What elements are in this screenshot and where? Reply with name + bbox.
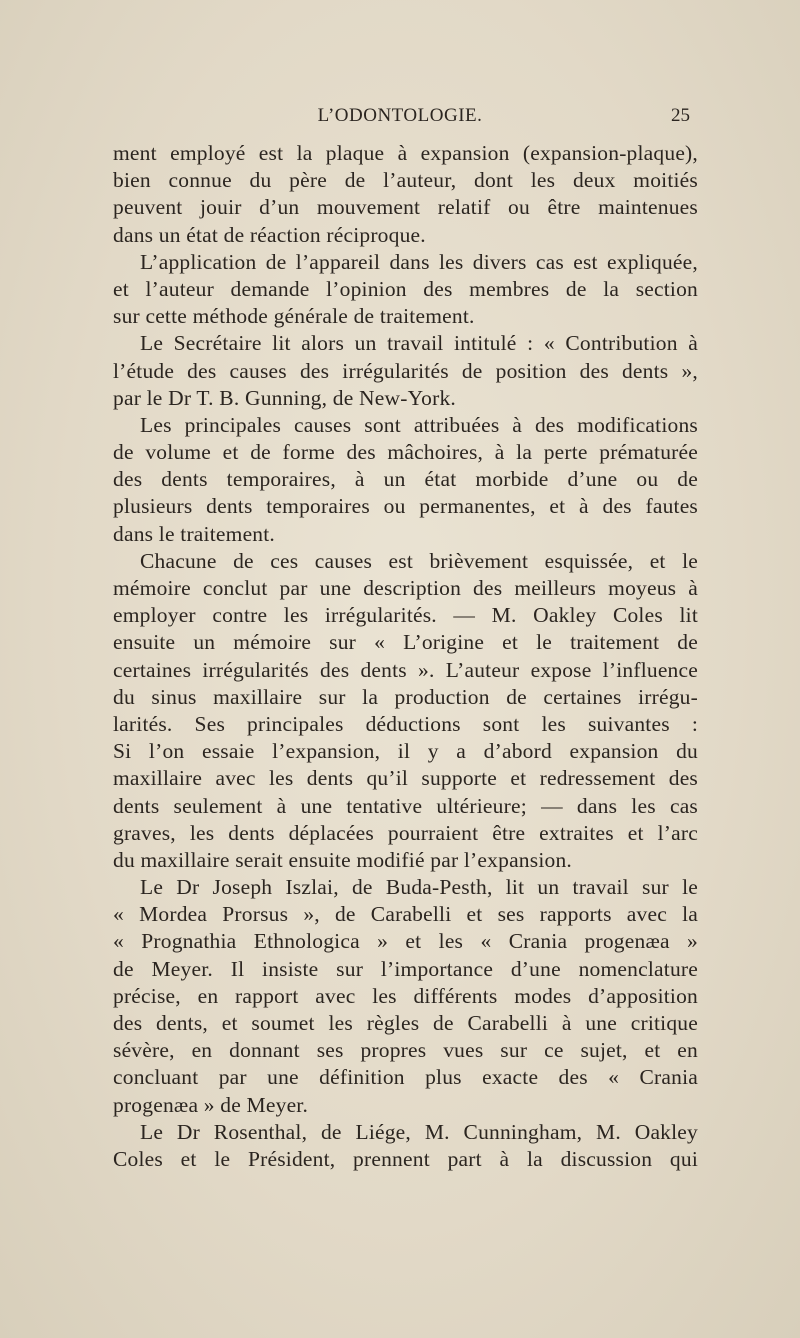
text-line: mémoire conclut par une description des meilleurs moyeus à [113, 576, 698, 600]
text-line: graves, les dents déplacées pourraient être extraites et l’arc [113, 820, 698, 845]
text-line: du sinus maxillaire sur la production de certaines irrégu- [113, 684, 698, 709]
text-line: sur cette méthode générale de traitement. [113, 304, 475, 329]
text-line: Chacune de ces causes est brièvement esquissée, et le [140, 548, 698, 573]
text-line: précise, en rapport avec les différents modes d’apposition [113, 983, 698, 1008]
text-line: du maxillaire serait ensuite modifié par l’expansion. [113, 847, 572, 872]
text-line: sévère, en donnant ses propres vues sur ce sujet, et en [113, 1038, 698, 1063]
text-line: larités. Ses principales déductions sont les suivantes : [113, 711, 698, 736]
text-line: Coles et le Président, prennent part à la discussion qui [113, 1146, 698, 1171]
text-line: par le Dr T. B. Gunning, de New-York. [113, 385, 457, 410]
text-line: des dents, et soumet les règles de Carabelli à une critique [113, 1011, 698, 1035]
text-line: Si l’on essaie l’expansion, il y a d’abord expansion du [113, 739, 698, 764]
text-line: dents seulement à une tentative ultérieure; — dans les cas [113, 793, 698, 818]
text-line: maxillaire avec les dents qu’il supporte et redressement des [113, 766, 698, 791]
text-line: « Prognathia Ethnologica » et les « Crania progenæa » [113, 929, 698, 954]
text-line: dans le traitement. [113, 521, 276, 546]
text-line: peuvent jouir d’un mouvement relatif ou être maintenues [113, 195, 698, 220]
text-line: et l’auteur demande l’opinion des membres de la section [113, 276, 698, 301]
text-line: ensuite un mémoire sur « L’origine et le traitement de [113, 630, 698, 655]
text-line: « Mordea Prorsus », de Carabelli et ses rapports avec la [113, 902, 698, 927]
text-line: concluant par une définition plus exacte des « Crania [113, 1065, 698, 1090]
running-header [0, 103, 800, 133]
text-line: L’application de l’appareil dans les divers cas est expliquée, [140, 249, 698, 274]
text-line: de volume et de forme des mâchoires, à la perte prématurée [113, 440, 698, 465]
text-line: plusieurs dents temporaires ou permanentes, et à des fautes [113, 494, 698, 519]
text-line: dans un état de réaction réciproque. [113, 222, 426, 247]
text-line: l’étude des causes des irrégularités de position des dents », [113, 358, 698, 383]
text-line: Les principales causes sont attribuées à des modifications [140, 412, 698, 437]
text-line: des dents temporaires, à un état morbide d’une ou de [113, 467, 698, 492]
page-number: 25 [671, 105, 690, 126]
text-line: certaines irrégularités des dents ». L’auteur expose l’influence [113, 657, 698, 682]
text-line: ment employé est la plaque à expansion (expansion-plaque), [113, 141, 698, 165]
text-line: Le Dr Rosenthal, de Liége, M. Cunningham, M. Oakley [140, 1119, 698, 1144]
text-line: Le Secrétaire lit alors un travail intitulé : « Contribution à [140, 331, 698, 356]
running-title: L’ODONTOLOGIE. [317, 105, 483, 126]
text-line: de Meyer. Il insiste sur l’importance d’une nomenclature [113, 956, 698, 981]
text-line: bien connue du père de l’auteur, dont les deux moitiés [113, 168, 698, 193]
text-line: employer contre les irrégularités. — M. Oakley Coles lit [113, 603, 698, 628]
text-line: Le Dr Joseph Iszlai, de Buda-Pesth, lit un travail sur le [140, 875, 698, 900]
body-text [113, 140, 698, 1173]
text-line: progenæa » de Meyer. [113, 1092, 309, 1117]
